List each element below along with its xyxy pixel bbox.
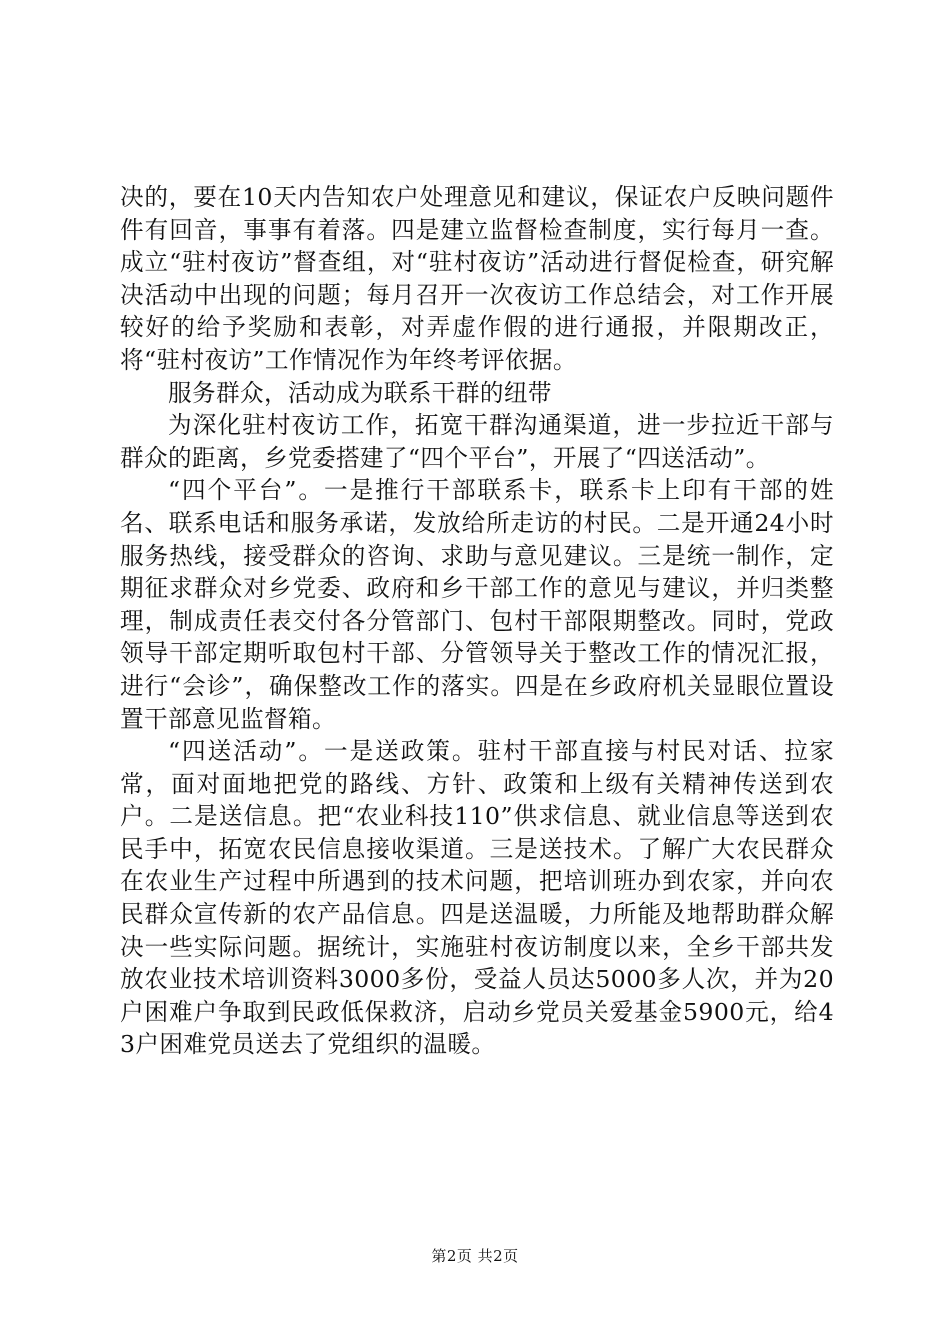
document-body [120, 181, 834, 1061]
paragraph-continuation: 决的，要在10天内告知农户处理意见和建议，保证农户反映问题件件有回音，事事有着落。四是建立监督检查制度，实行每月一查。成立“驻村夜访”督查组，对“驻村夜访”活动进行督促检查，研究解决活动中出现的问题；每月召开一次夜访工作总结会，对工作开展较好的给予奖励和表彰，对弄虚作假的进行通报，并限期改正，将“驻村夜访”工作情况作为年终考评依据。 [120, 183, 834, 374]
section-heading: 服务群众，活动成为联系干群的纽带 [168, 378, 552, 407]
paragraph-four-platforms: “四个平台”。一是推行干部联系卡，联系卡上印有干部的姓名、联系电话和服务承诺，发放给所走访的村民。二是开通24小时服务热线，接受群众的咨询、求助与意见建议。三是统一制作，定期征求群众对乡党委、政府和乡干部工作的意见与建议，并归类整理，制成责任表交付各分管部门、包村干部限期整改。同时，党政领导干部定期听取包村干部、分管领导关于整改工作的情况汇报，进行“会诊”，确保整改工作的落实。四是在乡政府机关显眼位置设置干部意见监督箱。 [120, 476, 834, 733]
page-number-footer: 第2页 共2页 [431, 1247, 519, 1265]
paragraph-four-sends: “四送活动”。一是送政策。驻村干部直接与村民对话、拉家常，面对面地把党的路线、方针、政策和上级有关精神传送到农户。二是送信息。把“农业科技110”供求信息、就业信息等送到农民手中，拓宽农民信息接收渠道。三是送技术。了解广大农民群众在农业生产过程中所遇到的技术问题，把培训班办到农家，并向农民群众宣传新的农产品信息。四是送温暖，力所能及地帮助群众解决一些实际问题。据统计，实施驻村夜访制度以来，全乡干部共发放农业技术培训资料3000多份，受益人员达5000多人次，并为20户困难户争取到民政低保救济，启动乡党员关爱基金5900元，给43户困难党员送去了党组织的温暖。 [120, 737, 834, 1059]
paragraph-intro: 为深化驻村夜访工作，拓宽干群沟通渠道，进一步拉近干部与群众的距离，乡党委搭建了“四个平台”，开展了“四送活动”。 [120, 411, 834, 472]
